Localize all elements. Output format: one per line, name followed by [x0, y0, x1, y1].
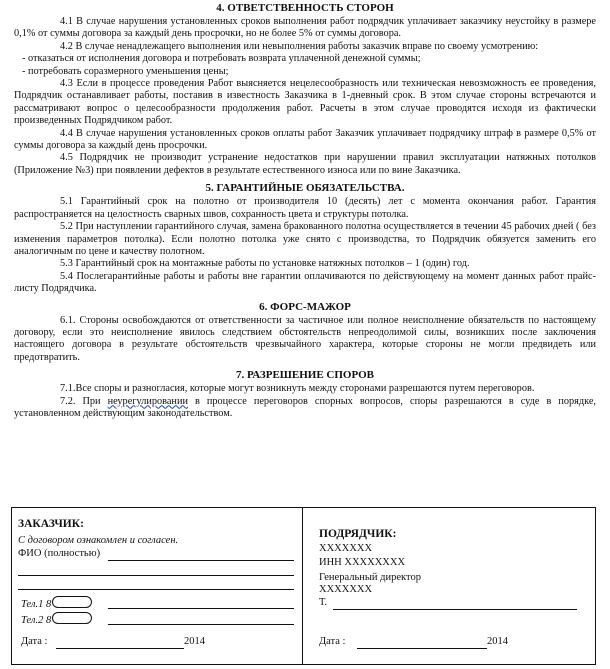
tel2-code-field[interactable]: [52, 612, 92, 624]
paragraph: 5.1 Гарантийный срок на полотно от производителя 10 (десять) лет с момента окончания работ. Гарантия распространяется на целостность сварных швов, сохранность цвета и структуры потолка.: [14, 196, 596, 220]
contractor-inn: ИНН XXXXXXXX: [319, 557, 406, 568]
paragraph: 4.1 В случае нарушения установленных сроков выполнения работ подрядчик уплачивает заказчику неустойку в размере 0,1% от суммы договора за каждый день просрочки, но не более 5% от суммы договора.: [14, 16, 596, 40]
contractor-name: XXXXXXX: [319, 543, 373, 554]
contractor-block: [303, 508, 595, 664]
paragraph: 4.5 Подрядчик не производит устранение недостатков при нарушении правил эксплуатации натяжных потолков (Приложение №3) при появлении дефектов в результате естественного износа или по вине Заказчика.: [14, 152, 596, 176]
paragraph: 5.3 Гарантийный срок на монтажные работы по установке натяжных потолков – 1 (один) год.: [60, 258, 470, 270]
signature-table: [11, 507, 596, 665]
paragraph: 4.3 Если в процессе проведения Работ выясняется нецелесообразность или техническая невозможность ее проведения, Подрядчик останавливает работы, поставив в известность Заказчика в 1-дневный срок. В этом случае стороны встречаются и рассматривают вопрос о целесообразности продолжения работ. Расчеты в этом случае проводятся исходя из фактически произведенных Подрядчиком работ.: [14, 78, 596, 127]
fio-line[interactable]: [108, 560, 294, 561]
section-title: 6. ФОРС-МАЖОР: [259, 300, 351, 313]
paragraph: 5.4 Послегарантийные работы и работы вне гарантии оплачиваются по действующему на момент данных работ прайс-листу Подрядчика.: [14, 270, 596, 295]
paragraph-text: 7.2. При: [60, 395, 108, 407]
fio-line-3[interactable]: [18, 589, 294, 590]
paragraph: [14, 396, 596, 421]
customer-date-line[interactable]: [56, 648, 184, 649]
section-title: 7. РАЗРЕШЕНИЕ СПОРОВ: [235, 369, 375, 382]
customer-tel1: [21, 596, 93, 610]
fio-line-2[interactable]: [18, 575, 294, 576]
spellcheck-underlined-word: неурегулировании: [107, 395, 188, 407]
tel2-line[interactable]: [108, 624, 294, 625]
contractor-tel-line[interactable]: [333, 609, 577, 610]
customer-block: [12, 508, 303, 664]
customer-agreement: С договором ознакомлен и согласен.: [18, 535, 179, 546]
contractor-date-label: Дата :: [319, 636, 346, 647]
contractor-director-label: Генеральный директор: [319, 572, 421, 583]
tel2-label: Тел.2 8: [21, 615, 52, 626]
contractor-director-name: XXXXXXX: [319, 584, 373, 595]
customer-tel2: [21, 612, 93, 626]
paragraph: 4.4 В случае нарушения установленных сроков оплаты работ Заказчик уплачивает подрядчику штраф в размере 0,5% от суммы договора за каждый день просрочки.: [14, 127, 596, 152]
tel1-code-field[interactable]: [52, 596, 92, 608]
contractor-title: ПОДРЯДЧИК:: [319, 528, 397, 540]
section-title: 5. ГАРАНТИЙНЫЕ ОБЯЗАТЕЛЬСТВА.: [205, 182, 405, 195]
customer-date-label: Дата :: [21, 636, 48, 647]
tel1-label: Тел.1 8: [21, 599, 52, 610]
paragraph: - отказаться от исполнения договора и потребовать возврата уплаченной денежной суммы;: [22, 53, 421, 65]
contract-text: [14, 2, 596, 420]
paragraph-text: в процессе переговоров спорных вопросов, споры разрешаются в суде в порядке, установленном действующим законодательством.: [14, 395, 596, 419]
paragraph: 5.2 При наступлении гарантийного случая, замена бракованного полотна осуществляется в течении 45 рабочих дней ( без изменения параметров потолка). Если полотно потолка уже снято с производства, то Подрядчик обязуется заменить его аналогичным по цене и качеству полотном.: [14, 221, 596, 257]
customer-fio-label: ФИО (полностью): [18, 548, 101, 559]
contractor-date-year: 2014: [487, 636, 508, 647]
section-title: 4. ОТВЕТСТВЕННОСТЬ СТОРОН: [216, 2, 394, 14]
paragraph: - потребовать соразмерного уменьшения цены;: [22, 65, 229, 77]
customer-date-year: 2014: [184, 636, 205, 647]
customer-title: ЗАКАЗЧИК:: [18, 518, 84, 530]
contractor-date-line[interactable]: [357, 648, 487, 649]
paragraph: 4.2 В случае ненадлежащего выполнения или невыполнения работы заказчик вправе по своему усмотрению:: [60, 40, 539, 52]
paragraph: 7.1.Все споры и разногласия, которые могут возникнуть между сторонами разрешаются путем переговоров.: [60, 383, 535, 395]
contractor-tel-label: Т.: [319, 597, 327, 608]
tel1-line[interactable]: [108, 608, 294, 609]
paragraph: 6.1. Стороны освобождаются от ответственности за частичное или полное неисполнение обязательств по настоящему договору, если это неисполнение явилось следствием обстоятельств непреодолимой силы, возникших после заключения настоящего договора в результате обстоятельств чрезвычайного характера, которые стороны не могли предвидеть или предотвратить.: [14, 314, 596, 363]
